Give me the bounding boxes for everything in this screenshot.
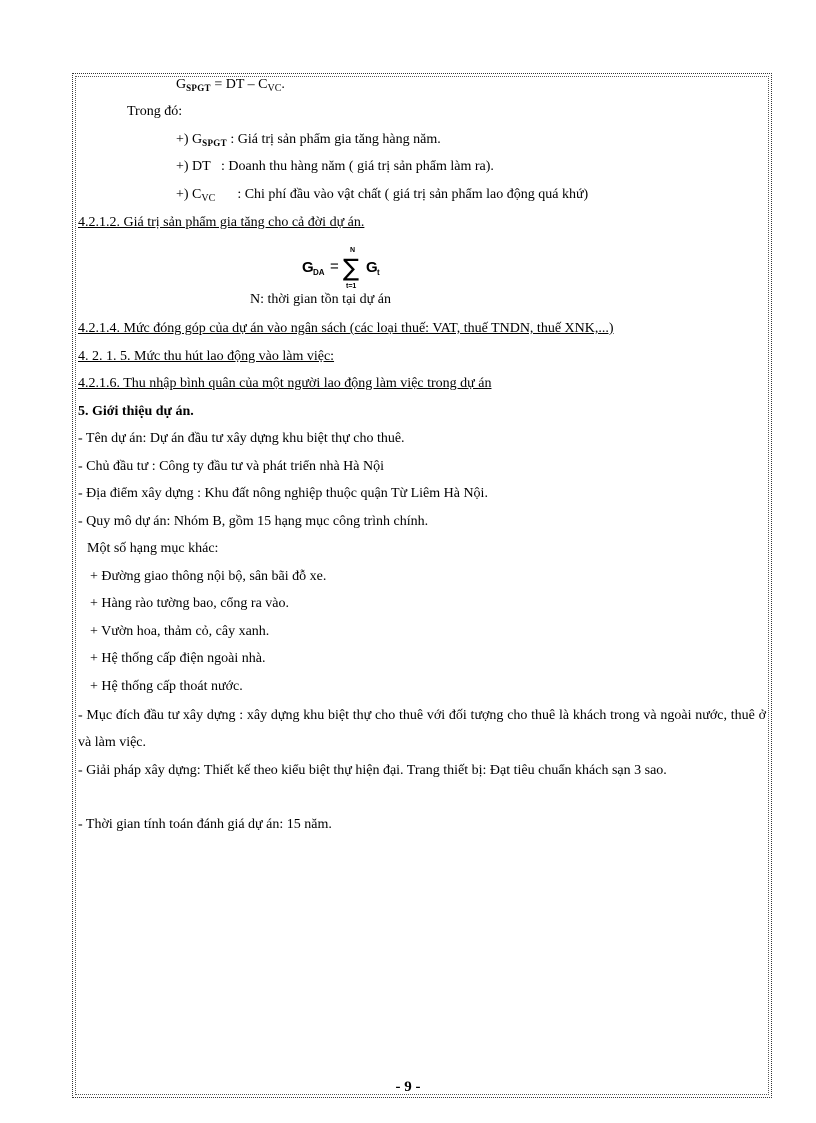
heading-4212: 4.2.1.2. Giá trị sản phẩm gia tăng cho cả đời dự án. xyxy=(78,215,365,230)
formula2-note: N: thời gian tồn tại dự án xyxy=(250,292,391,307)
def-term: +) G xyxy=(176,132,203,147)
formula2-rhs-sub: t xyxy=(377,268,380,277)
formula2-sigma: ∑ xyxy=(343,254,360,282)
formula-rhs: = DT – C xyxy=(210,77,268,92)
project-location: - Địa điểm xây dựng : Khu đất nông nghiệp thuộc quận Từ Liêm Hà Nội. xyxy=(78,486,488,501)
def-text: : Chi phí đầu vào vật chất ( giá trị sản phẩm lao động quá khứ) xyxy=(237,187,589,202)
def-text: : Giá trị sản phẩm gia tăng hàng năm. xyxy=(230,132,441,147)
list-item: + Hàng rào tường bao, cổng ra vào. xyxy=(90,596,289,611)
list-item: + Đường giao thông nội bộ, sân bãi đỗ xe. xyxy=(90,569,327,584)
project-scale: - Quy mô dự án: Nhóm B, gồm 15 hạng mục công trình chính. xyxy=(78,514,429,529)
project-owner: - Chủ đầu tư : Công ty đầu tư và phát triển nhà Hà Nội xyxy=(78,459,385,474)
def-cvc xyxy=(176,186,588,208)
other-items-label: Một số hạng mục khác: xyxy=(87,541,219,556)
formula-period: . xyxy=(281,77,285,92)
formula-sub-vc: VC xyxy=(267,83,282,94)
project-name: - Tên dự án: Dự án đầu tư xây dựng khu biệt thự cho thuê. xyxy=(78,431,405,446)
def-term: +) DT xyxy=(176,159,211,174)
trong-do-label: Trong đó: xyxy=(127,104,183,119)
formula2-equals: = xyxy=(330,258,339,275)
def-gspgt xyxy=(176,131,441,152)
def-text: : Doanh thu hàng năm ( giá trị sản phẩm làm ra). xyxy=(221,159,494,174)
def-term-sub: VC xyxy=(201,193,216,204)
section-5-title: 5. Giới thiệu dự án. xyxy=(78,404,194,419)
def-term-sub: SPGT xyxy=(202,138,227,148)
project-duration: - Thời gian tính toán đánh giá dự án: 15 năm. xyxy=(78,817,332,832)
summation-formula xyxy=(300,246,420,290)
formula2-lower: t=1 xyxy=(346,283,357,290)
formula2-rhs: G xyxy=(366,259,378,276)
def-term: +) C xyxy=(176,187,202,202)
list-item: + Vườn hoa, thảm cỏ, cây xanh. xyxy=(90,624,270,639)
list-item: + Hệ thống cấp thoát nước. xyxy=(90,679,243,694)
heading-4216: 4.2.1.6. Thu nhập bình quân của một người lao động làm việc trong dự án xyxy=(78,376,492,391)
def-dt xyxy=(176,158,494,176)
heading-4214: 4.2.1.4. Mức đóng góp của dự án vào ngân sách (các loại thuế: VAT, thuế TNDN, thuế XNK,...) xyxy=(78,321,614,336)
project-solution: - Giải pháp xây dựng: Thiết kế theo kiểu biệt thự hiện đại. Trang thiết bị: Đạt tiêu chuẩn khách sạn 3 sao. xyxy=(78,763,667,778)
formula2-lhs-sub: DA xyxy=(313,268,325,277)
formula2-upper: N xyxy=(350,247,356,254)
heading-4215: 4. 2. 1. 5. Mức thu hút lao động vào làm việc: xyxy=(78,349,335,364)
formula-sub-spgt: SPGT xyxy=(186,83,211,93)
page-number: - 9 - xyxy=(395,1079,421,1095)
formula2-lhs: G xyxy=(302,259,314,276)
formula-g: G xyxy=(176,77,187,92)
formula-gspgt xyxy=(176,76,285,98)
project-purpose: - Mục đích đầu tư xây dựng : xây dựng khu biệt thự cho thuê với đối tượng cho thuê là khách trong và ngoài nước, thuê ở và làm việc. xyxy=(78,708,766,750)
list-item: + Hệ thống cấp điện ngoài nhà. xyxy=(90,651,266,666)
